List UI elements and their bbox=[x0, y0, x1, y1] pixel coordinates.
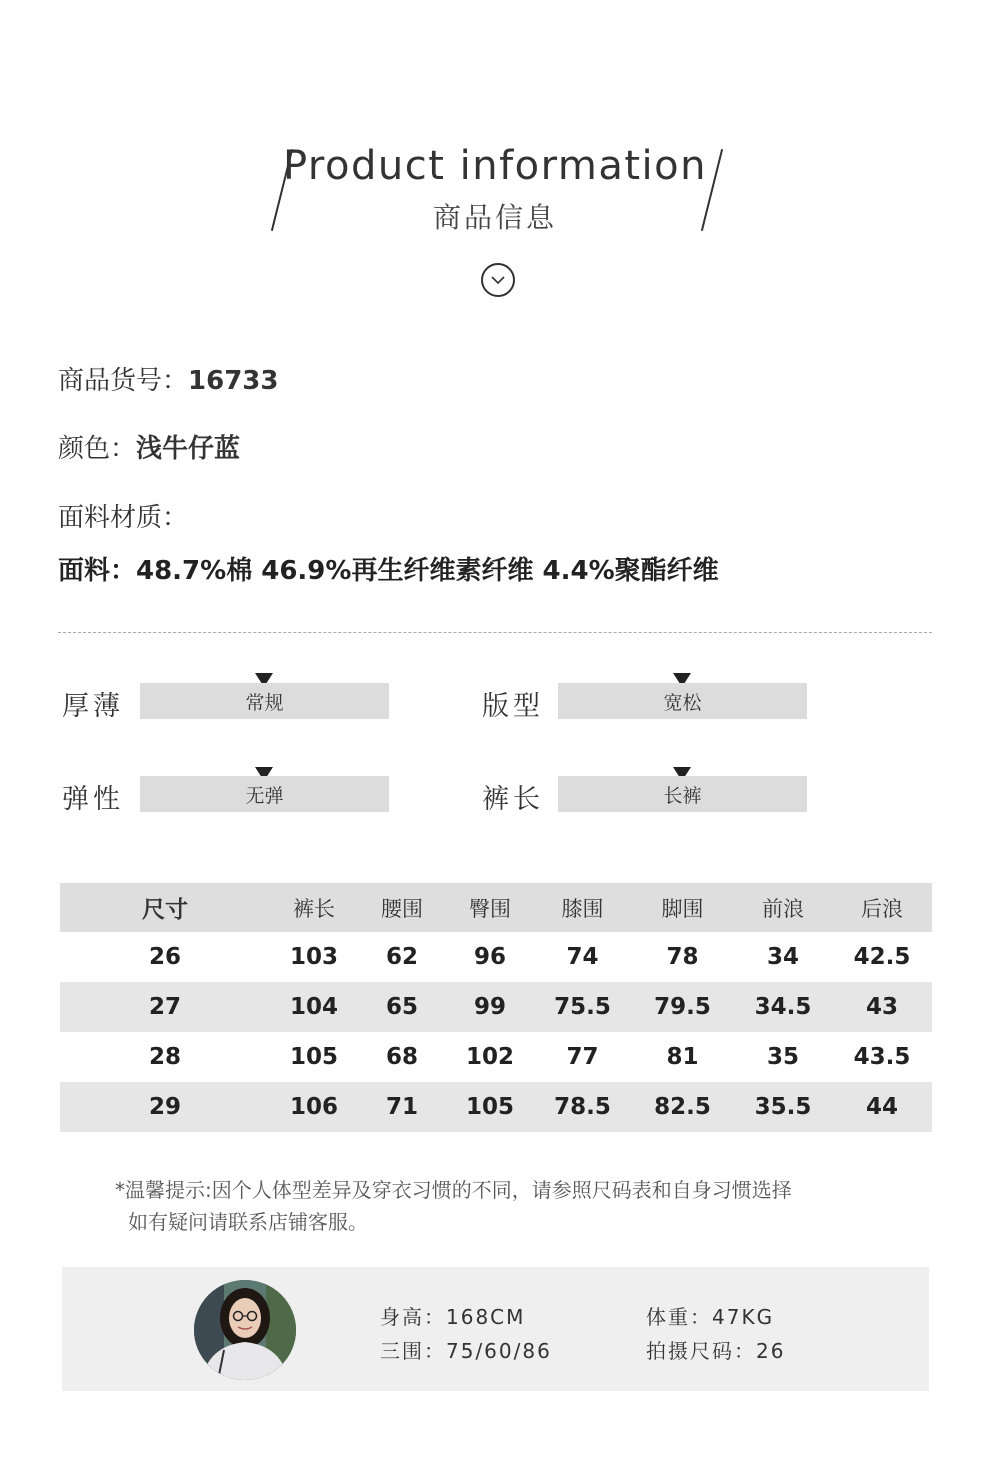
color-value: 浅牛仔蓝 bbox=[136, 434, 241, 464]
table-cell: 78 bbox=[666, 944, 699, 970]
sku-label: 商品货号： bbox=[58, 366, 189, 396]
attr-label-fit: 版型 bbox=[482, 691, 544, 722]
table-row bbox=[60, 1032, 932, 1082]
section-title: Product information bbox=[283, 143, 707, 189]
table-cell: 26 bbox=[148, 944, 181, 970]
model-shot-size: 拍摄尺码：26 bbox=[646, 1339, 786, 1363]
table-cell: 103 bbox=[289, 944, 338, 970]
table-cell: 82.5 bbox=[654, 1094, 711, 1120]
table-cell: 43 bbox=[865, 994, 898, 1020]
table-cell: 27 bbox=[148, 994, 181, 1020]
table-header-row bbox=[60, 883, 932, 932]
size-tip-line2: 如有疑问请联系店铺客服。 bbox=[128, 1210, 368, 1234]
table-row bbox=[60, 982, 932, 1032]
attr-bar-fit: 宽松 bbox=[558, 683, 807, 719]
table-cell: 106 bbox=[289, 1094, 338, 1120]
table-cell: 99 bbox=[473, 994, 506, 1020]
table-header-cell: 后浪 bbox=[861, 896, 903, 921]
table-cell: 34.5 bbox=[754, 994, 812, 1020]
table-header-cell: 臀围 bbox=[469, 896, 511, 921]
table-row bbox=[60, 1082, 932, 1132]
table-cell: 74 bbox=[566, 944, 599, 970]
table-header-cell: 膝围 bbox=[561, 896, 604, 921]
attr-bar-length: 长裤 bbox=[558, 776, 807, 812]
table-cell: 105 bbox=[289, 1044, 338, 1070]
table-cell: 44 bbox=[865, 1094, 898, 1120]
table-cell: 77 bbox=[566, 1044, 599, 1070]
table-cell: 62 bbox=[385, 944, 418, 970]
attr-bar-elasticity: 无弹 bbox=[140, 776, 389, 812]
table-cell: 34 bbox=[766, 944, 799, 970]
table-cell: 79.5 bbox=[654, 994, 711, 1020]
model-height: 身高：168CM bbox=[380, 1305, 526, 1329]
model-avatar bbox=[194, 1280, 296, 1380]
dashed-divider bbox=[58, 632, 932, 633]
table-cell: 75.5 bbox=[554, 994, 611, 1020]
size-table bbox=[60, 883, 932, 1132]
size-tip-line1: *温馨提示:因个人体型差异及穿衣习惯的不同，请参照尺码表和自身习惯选择 bbox=[115, 1178, 792, 1202]
table-cell: 71 bbox=[385, 1094, 418, 1120]
color-line bbox=[58, 428, 240, 465]
model-measurements: 三围：75/60/86 bbox=[380, 1339, 552, 1363]
chevron-down-icon bbox=[481, 263, 515, 297]
model-weight: 体重：47KG bbox=[646, 1305, 775, 1329]
sku-line bbox=[58, 360, 278, 397]
table-header-cell: 脚围 bbox=[661, 896, 704, 921]
attr-label-thickness: 厚薄 bbox=[62, 691, 124, 722]
table-header-cell: 尺寸 bbox=[142, 897, 188, 923]
table-header-cell: 前浪 bbox=[762, 896, 804, 921]
table-cell: 105 bbox=[465, 1094, 514, 1120]
table-cell: 29 bbox=[148, 1094, 181, 1120]
table-cell: 81 bbox=[666, 1044, 699, 1070]
sku-value: 16733 bbox=[188, 366, 279, 396]
table-header-cell: 腰围 bbox=[381, 896, 423, 921]
table-cell: 42.5 bbox=[853, 944, 911, 970]
table-cell: 68 bbox=[385, 1044, 418, 1070]
section-subtitle: 商品信息 bbox=[432, 201, 557, 234]
color-label: 颜色： bbox=[58, 434, 137, 464]
table-cell: 102 bbox=[465, 1044, 514, 1070]
table-cell: 35 bbox=[766, 1044, 799, 1070]
table-cell: 96 bbox=[473, 944, 506, 970]
attr-label-length: 裤长 bbox=[482, 784, 544, 815]
table-row bbox=[60, 932, 932, 982]
table-header-cell: 裤长 bbox=[293, 896, 335, 921]
table-cell: 65 bbox=[385, 994, 418, 1020]
table-cell: 78.5 bbox=[554, 1094, 611, 1120]
attr-label-elasticity: 弹性 bbox=[62, 784, 124, 815]
fabric-composition: 面料：48.7%棉 46.9%再生纤维素纤维 4.4%聚酯纤维 bbox=[58, 556, 719, 586]
attr-bar-thickness: 常规 bbox=[140, 683, 389, 719]
material-label: 面料材质： bbox=[58, 503, 189, 533]
table-cell: 35.5 bbox=[754, 1094, 812, 1120]
table-cell: 43.5 bbox=[853, 1044, 911, 1070]
table-cell: 104 bbox=[289, 994, 338, 1020]
table-cell: 28 bbox=[148, 1044, 181, 1070]
